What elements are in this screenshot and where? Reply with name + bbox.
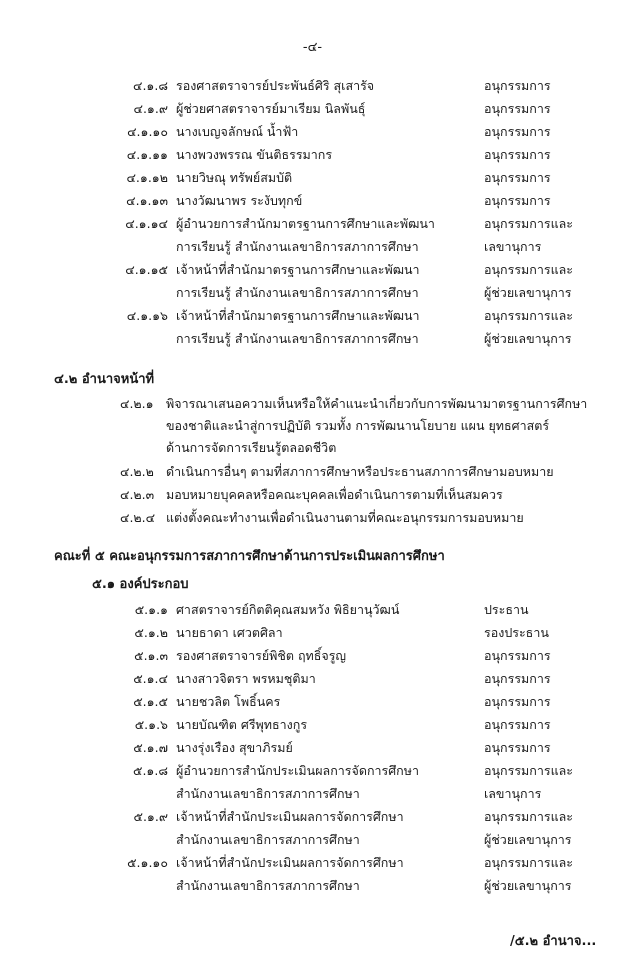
duty-item (0, 461, 625, 483)
duty-number: ๔.๒.๑ (120, 396, 154, 411)
item-number: ๕.๑.๑๐ (127, 855, 168, 870)
list-item (0, 622, 625, 644)
member-role: อนุกรรมการและ (484, 763, 574, 778)
duty-text: ด้านการจัดการเรียนรู้ตลอดชีวิต (166, 440, 337, 455)
member-role: อนุกรรมการ (484, 101, 551, 116)
list-item (0, 144, 625, 166)
member-name-line2: สำนักงานเลขาธิการสภาการศึกษา (176, 878, 360, 893)
item-number: ๕.๑.๑ (134, 602, 168, 617)
member-name: รองศาสตราจารย์พิชิต ฤทธิ์จรูญ (176, 648, 347, 663)
list-item (0, 167, 625, 189)
member-role-line2: ผู้ช่วยเลขานุการ (484, 878, 572, 893)
item-number: ๔.๑.๑๕ (125, 262, 168, 277)
item-number: ๔.๑.๑๑ (126, 147, 168, 162)
member-name: นายวิษณุ ทรัพย์สมบัติ (176, 170, 293, 185)
member-role-line2: เลขานุการ (484, 786, 542, 801)
duty-text: มอบหมายบุคคลหรือคณะบุคคลเพื่อดำเนินการตามที่เห็นสมควร (166, 487, 503, 502)
member-name: นางสาวจิตรา พรหมชุติมา (176, 671, 316, 686)
member-role: อนุกรรมการ (484, 193, 551, 208)
list-item (0, 645, 625, 667)
member-role: รองประธาน (484, 625, 549, 640)
member-role-line2: ผู้ช่วยเลขานุการ (484, 832, 572, 847)
member-role: อนุกรรมการ (484, 147, 551, 162)
member-name: ผู้ช่วยศาสตราจารย์มาเรียม นิลพันธุ์ (176, 101, 366, 116)
item-number: ๕.๑.๗ (133, 740, 168, 755)
member-role-line2: เลขานุการ (484, 239, 542, 254)
list-item (0, 213, 625, 235)
item-number: ๕.๑.๓ (134, 648, 168, 663)
member-role-line2: ผู้ช่วยเลขานุการ (484, 285, 572, 300)
member-name: เจ้าหน้าที่สำนักประเมินผลการจัดการศึกษา (176, 855, 404, 870)
member-name: นายบัณฑิต ศรีพุทธางกูร (176, 717, 308, 732)
duty-item (0, 484, 625, 506)
member-name: ผู้อำนวยการสำนักประเมินผลการจัดการศึกษา (176, 763, 420, 778)
subsection-heading-text: ๕.๑ องค์ประกอบ (92, 577, 189, 592)
item-number: ๔.๑.๑๒ (126, 170, 168, 185)
list-item (0, 75, 625, 97)
item-number: ๔.๑.๑๔ (125, 216, 168, 231)
member-name: นางเบญจลักษณ์ น้ำฟ้า (176, 124, 299, 139)
member-role: อนุกรรมการและ (484, 855, 574, 870)
item-number: ๕.๑.๕ (133, 694, 168, 709)
member-name-line2: สำนักงานเลขาธิการสภาการศึกษา (176, 786, 360, 801)
list-item (0, 98, 625, 120)
list-item-continuation (0, 783, 625, 805)
member-name: นางพวงพรรณ ขันติธรรมากร (176, 147, 333, 162)
list-item-continuation (0, 236, 625, 258)
member-name: ศาสตราจารย์กิตติคุณสมหวัง พิธิยานุวัฒน์ (176, 602, 400, 617)
member-role-line2: ผู้ช่วยเลขานุการ (484, 331, 572, 346)
member-role: อนุกรรมการ (484, 170, 551, 185)
member-role: อนุกรรมการ (484, 124, 551, 139)
member-role: อนุกรรมการและ (484, 216, 574, 231)
duty-text: ของชาติและนำสู่การปฏิบัติ รวมทั้ง การพัฒนานโยบาย แผน ยุทธศาสตร์ (166, 418, 550, 433)
item-number: ๕.๑.๙ (133, 809, 168, 824)
member-name: ผู้อำนวยการสำนักมาตรฐานการศึกษาและพัฒนา (176, 216, 435, 231)
item-number: ๕.๑.๖ (134, 717, 168, 732)
duty-item (0, 507, 625, 529)
member-role: อนุกรรมการ (484, 648, 551, 663)
item-number: ๕.๑.๒ (134, 625, 168, 640)
item-number: ๔.๑.๑๓ (126, 193, 168, 208)
item-number: ๔.๑.๘ (133, 78, 168, 93)
committee-heading (0, 546, 625, 568)
duty-text: พิจารณาเสนอความเห็นหรือให้คำแนะนำเกี่ยวกับการพัฒนามาตรฐานการศึกษา (166, 396, 588, 411)
list-item-continuation (0, 328, 625, 350)
duty-number: ๔.๒.๓ (120, 487, 155, 502)
subsection-heading (0, 574, 625, 596)
member-role: อนุกรรมการ (484, 717, 551, 732)
duty-item (0, 393, 625, 415)
duty-item-continuation (0, 437, 625, 459)
member-role: อนุกรรมการและ (484, 308, 574, 323)
list-item (0, 806, 625, 828)
member-role: อนุกรรมการ (484, 740, 551, 755)
member-name: นางวัฒนาพร ระงับทุกข์ (176, 193, 303, 208)
list-item-continuation (0, 282, 625, 304)
member-name: เจ้าหน้าที่สำนักมาตรฐานการศึกษาและพัฒนา (176, 308, 420, 323)
list-item (0, 852, 625, 874)
member-role: อนุกรรมการและ (484, 809, 574, 824)
member-name-line2: การเรียนรู้ สำนักงานเลขาธิการสภาการศึกษา (176, 239, 419, 254)
duty-number: ๔.๒.๒ (120, 464, 154, 479)
member-role: อนุกรรมการและ (484, 262, 574, 277)
list-item (0, 714, 625, 736)
section-heading-text: ๔.๒ อำนาจหน้าที่ (54, 372, 155, 387)
list-item (0, 760, 625, 782)
member-name-line2: การเรียนรู้ สำนักงานเลขาธิการสภาการศึกษา (176, 331, 419, 346)
item-number: ๔.๑.๑๖ (126, 308, 168, 323)
item-number: ๕.๑.๘ (133, 763, 168, 778)
page-number: -๔- (302, 40, 323, 55)
list-item (0, 599, 625, 621)
member-name-line2: สำนักงานเลขาธิการสภาการศึกษา (176, 832, 360, 847)
list-item (0, 305, 625, 327)
member-name: นายชวลิต โพธิ์นคร (176, 694, 281, 709)
list-item (0, 691, 625, 713)
item-number: ๕.๑.๔ (133, 671, 168, 686)
member-role: ประธาน (484, 602, 529, 617)
duty-text: ดำเนินการอื่นๆ ตามที่สภาการศึกษาหรือประธานสภาการศึกษามอบหมาย (166, 464, 554, 479)
item-number: ๔.๑.๑๐ (127, 124, 168, 139)
member-name: นายธาดา เศวตศิลา (176, 625, 283, 640)
member-role: อนุกรรมการ (484, 694, 551, 709)
member-name: นางรุ่งเรือง สุขาภิรมย์ (176, 740, 293, 755)
section-heading (0, 369, 625, 391)
duty-text: แต่งตั้งคณะทำงานเพื่อดำเนินงานตามที่คณะอนุกรรมการมอบหมาย (166, 510, 524, 525)
list-item (0, 121, 625, 143)
list-item (0, 259, 625, 281)
list-item-continuation (0, 875, 625, 897)
list-item (0, 190, 625, 212)
list-item (0, 668, 625, 690)
duty-number: ๔.๒.๔ (120, 510, 156, 525)
member-name-line2: การเรียนรู้ สำนักงานเลขาธิการสภาการศึกษา (176, 285, 419, 300)
member-role: อนุกรรมการ (484, 671, 551, 686)
member-name: เจ้าหน้าที่สำนักประเมินผลการจัดการศึกษา (176, 809, 404, 824)
committee-heading-text: คณะที่ ๕ คณะอนุกรรมการสภาการศึกษาด้านการประเมินผลการศึกษา (54, 549, 445, 564)
list-item (0, 737, 625, 759)
continuation-marker: /๕.๒ อำนาจ... (510, 934, 597, 949)
member-name: เจ้าหน้าที่สำนักมาตรฐานการศึกษาและพัฒนา (176, 262, 420, 277)
item-number: ๔.๑.๙ (133, 101, 168, 116)
duty-item-continuation (0, 415, 625, 437)
list-item-continuation (0, 829, 625, 851)
member-name: รองศาสตราจารย์ประพันธ์ศิริ สุเสารัจ (176, 78, 375, 93)
member-role: อนุกรรมการ (484, 78, 551, 93)
